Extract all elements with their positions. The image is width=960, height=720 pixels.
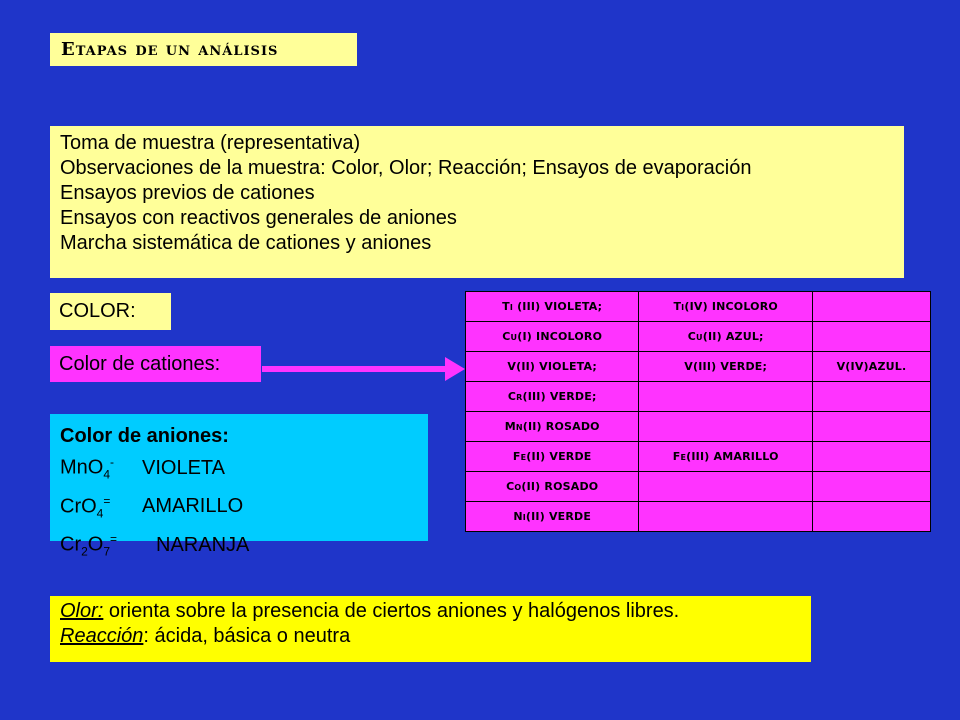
step-item: Marcha sistemática de cationes y aniones (60, 232, 432, 254)
odor-text: orienta sobre la presencia de ciertos aniones y halógenos libres. (103, 600, 680, 622)
odor-term: Olor: (60, 600, 104, 622)
table-cell (639, 412, 813, 442)
table-cell: Ni(II) VERDE (466, 502, 639, 532)
page-title: Etapas de un análisis (50, 33, 357, 66)
table-cell (813, 382, 931, 412)
table-row (466, 502, 931, 532)
step-item: Toma de muestra (representativa) (60, 132, 361, 154)
table-cell (813, 322, 931, 352)
table-cell (639, 502, 813, 532)
reaction-text: : ácida, básica o neutra (143, 625, 351, 647)
anion-row: CrO$_4$= AMARILLO (60, 493, 244, 521)
table-cell (639, 382, 813, 412)
table-cell: Co(II) ROSADO (466, 472, 639, 502)
table-cell: Fe(III) AMARILLO (639, 442, 813, 472)
table-cell (813, 472, 931, 502)
table-row (466, 292, 931, 322)
table-cell: V(IV)AZUL. (813, 352, 931, 382)
table-cell (813, 292, 931, 322)
table-cell: Fe(II) VERDE (466, 442, 639, 472)
table-row (466, 442, 931, 472)
arrow-right-icon (262, 357, 467, 381)
anion-row: MnO$_4$- VIOLETA (60, 455, 225, 482)
table-cell: Cu(II) AZUL; (639, 322, 813, 352)
table-row (466, 382, 931, 412)
step-item: Ensayos con reactivos generales de aniones (60, 207, 457, 229)
table-cell (813, 502, 931, 532)
table-row (466, 322, 931, 352)
table-row (466, 472, 931, 502)
step-item: Ensayos previos de cationes (60, 182, 315, 204)
analysis-steps-box (50, 126, 904, 278)
table-cell: Mn(II) ROSADO (466, 412, 639, 442)
step-item: Observaciones de la muestra: Color, Olor; Reacción; Ensayos de evaporación (60, 157, 752, 179)
cation-color-label: Color de cationes: (50, 346, 261, 382)
table-cell: V(II) VIOLETA; (466, 352, 639, 382)
anion-row: $Cr_2O_7^=$ NARANJA (60, 532, 250, 559)
odor-reaction-box (50, 596, 811, 662)
table-cell: Cu(I) INCOLORO (466, 322, 639, 352)
odor-line (60, 599, 801, 624)
table-cell (813, 442, 931, 472)
table-cell: Cr(III) VERDE; (466, 382, 639, 412)
table-cell (639, 472, 813, 502)
table-cell: Ti (III) VIOLETA; (466, 292, 639, 322)
reaction-term: Reacción (60, 625, 144, 647)
anion-colors-box (50, 414, 428, 559)
table-cell: V(III) VERDE; (639, 352, 813, 382)
reaction-line (60, 624, 801, 649)
anion-heading: Color de aniones: (60, 425, 229, 447)
table-row (466, 352, 931, 382)
cation-color-table (465, 291, 931, 532)
table-row (466, 412, 931, 442)
color-label: COLOR: (50, 293, 171, 330)
table-cell (813, 412, 931, 442)
table-cell: Ti(IV) INCOLORO (639, 292, 813, 322)
